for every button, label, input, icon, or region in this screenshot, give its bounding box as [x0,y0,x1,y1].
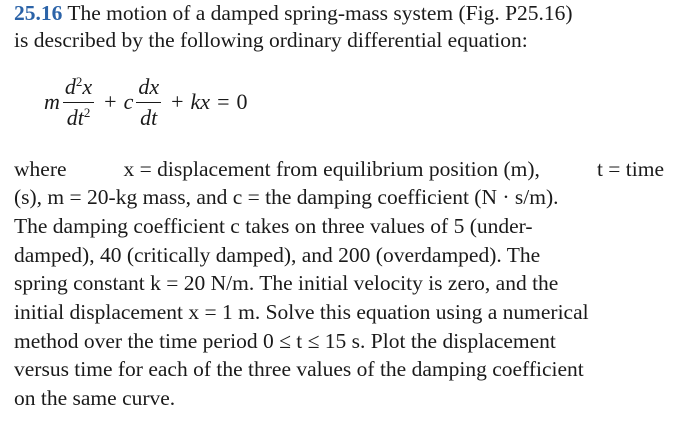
body-line-2-text: (s), m = 20-kg mass, and c = the damping coefficient (N · s/m). [14,185,559,209]
body-line-3 [14,213,533,239]
body-line-2 [14,184,559,210]
eq-d: d [64,73,76,99]
body-line-4-text: damped), 40 (critically damped), and 200 (overdamped). The [14,243,541,267]
body-line-6-text: initial displacement x = 1 m. Solve this equation using a numerical [14,300,589,324]
eq-d-sup: 2 [75,73,83,89]
eq-first-derivative [136,73,161,130]
eq-kx: kx [190,89,211,114]
problem-number: 25.16 [14,1,63,25]
body-line-8-text: versus time for each of the three values of the damping coefficient [14,357,584,381]
body-line-8 [14,356,584,382]
body-line-1-b: x = displacement from equilibrium position (m), [123,157,540,181]
eq-plus-1: + [104,89,117,114]
body-line-4 [14,242,540,268]
intro-text-1: The motion of a damped spring-mass system (Fig. P25.16) [67,1,573,25]
body-line-6 [14,299,589,325]
body-line-7 [14,328,556,354]
body-line-7-text: method over the time period 0 ≤ t ≤ 15 s. Plot the displacement [14,329,556,353]
body-line-9-text: on the same curve. [14,386,176,410]
eq-x: x [82,73,93,99]
eq-dx: dx [138,73,160,99]
problem-intro-line-2 [14,27,528,53]
differential-equation [44,62,247,142]
body-line-5-text: spring constant k = 20 N/m. The initial velocity is zero, and the [14,271,559,295]
body-line-3-text: The damping coefficient c takes on three values of 5 (under- [14,214,533,238]
body-line-1 [14,156,664,182]
eq-dt: dt [66,104,84,130]
body-line-1-a: where [14,157,67,181]
eq-plus-2: + [171,89,184,114]
intro-text-2: is described by the following ordinary differential equation: [14,28,528,52]
eq-dt-sup: 2 [83,104,91,120]
eq-zero: 0 [236,89,248,114]
body-line-9 [14,385,175,411]
eq-equals: = [217,89,230,114]
eq-m: m [44,89,60,114]
eq-second-derivative [63,73,94,130]
eq-c: c [123,89,134,114]
problem-intro-line-1 [14,0,573,26]
eq-dt-2: dt [140,104,158,130]
body-line-1-c: t = time [596,157,664,181]
body-line-5 [14,270,558,296]
